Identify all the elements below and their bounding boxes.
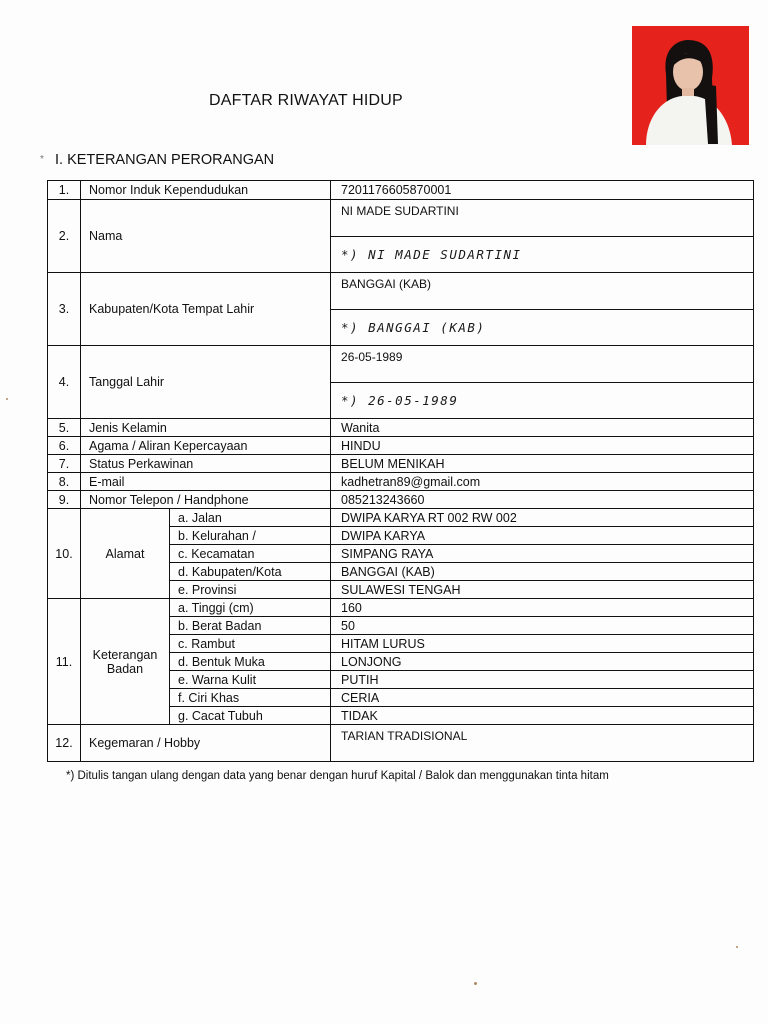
status-value: BELUM MENIKAH bbox=[331, 455, 754, 473]
tgl-value: 26-05-1989 bbox=[331, 346, 754, 383]
row-number: 7. bbox=[48, 455, 81, 473]
row-label: Jenis Kelamin bbox=[81, 419, 331, 437]
row-number: 4. bbox=[48, 346, 81, 419]
portrait-image bbox=[632, 26, 749, 145]
sub-label: a. Tinggi (cm) bbox=[170, 599, 331, 617]
sub-label: c. Rambut bbox=[170, 635, 331, 653]
sub-value: HITAM LURUS bbox=[331, 635, 754, 653]
sub-value: PUTIH bbox=[331, 671, 754, 689]
sub-value: BANGGAI (KAB) bbox=[331, 563, 754, 581]
row-kab bbox=[48, 273, 754, 310]
footnote: *) Ditulis tangan ulang dengan data yang benar dengan huruf Kapital / Balok dan menggunakan tinta hitam bbox=[66, 770, 609, 782]
sub-value: TIDAK bbox=[331, 707, 754, 725]
row-badan-tinggi bbox=[48, 599, 754, 617]
scan-speck bbox=[474, 982, 477, 985]
hobby-value: TARIAN TRADISIONAL bbox=[331, 725, 754, 762]
nama-value: NI MADE SUDARTINI bbox=[331, 200, 754, 237]
row-telp bbox=[48, 491, 754, 509]
agama-value: HINDU bbox=[331, 437, 754, 455]
row-label: Nomor Induk Kependudukan bbox=[81, 181, 331, 200]
biodata-table bbox=[47, 180, 754, 762]
sub-value: LONJONG bbox=[331, 653, 754, 671]
row-agama bbox=[48, 437, 754, 455]
row-label: Status Perkawinan bbox=[81, 455, 331, 473]
section-title: I. KETERANGAN PERORANGAN bbox=[55, 152, 275, 168]
row-number: 10. bbox=[48, 509, 81, 599]
sub-value: 50 bbox=[331, 617, 754, 635]
scan-speck bbox=[6, 398, 8, 400]
row-number: 12. bbox=[48, 725, 81, 762]
row-nik bbox=[48, 181, 754, 200]
row-label: Keterangan Badan bbox=[81, 599, 170, 725]
sub-value: CERIA bbox=[331, 689, 754, 707]
telp-value: 085213243660 bbox=[331, 491, 754, 509]
row-number: 8. bbox=[48, 473, 81, 491]
sub-value: DWIPA KARYA RT 002 RW 002 bbox=[331, 509, 754, 527]
kab-value: BANGGAI (KAB) bbox=[331, 273, 754, 310]
row-label: Tanggal Lahir bbox=[81, 346, 331, 419]
row-nama bbox=[48, 200, 754, 237]
row-hobby bbox=[48, 725, 754, 762]
row-label: Nama bbox=[81, 200, 331, 273]
sub-label: c. Kecamatan bbox=[170, 545, 331, 563]
sub-label: e. Warna Kulit bbox=[170, 671, 331, 689]
row-number: 9. bbox=[48, 491, 81, 509]
scan-mark: * bbox=[40, 154, 44, 165]
row-number: 6. bbox=[48, 437, 81, 455]
sub-value: DWIPA KARYA bbox=[331, 527, 754, 545]
sub-label: b. Kelurahan / bbox=[170, 527, 331, 545]
row-email bbox=[48, 473, 754, 491]
row-jk bbox=[48, 419, 754, 437]
row-label: Kegemaran / Hobby bbox=[81, 725, 331, 762]
document-title: DAFTAR RIWAYAT HIDUP bbox=[209, 92, 403, 109]
row-label: E-mail bbox=[81, 473, 331, 491]
passport-photo bbox=[632, 26, 749, 145]
sub-label: f. Ciri Khas bbox=[170, 689, 331, 707]
row-number: 2. bbox=[48, 200, 81, 273]
row-label: Kabupaten/Kota Tempat Lahir bbox=[81, 273, 331, 346]
row-number: 11. bbox=[48, 599, 81, 725]
row-tgl bbox=[48, 346, 754, 383]
row-label: Alamat bbox=[81, 509, 170, 599]
sub-label: a. Jalan bbox=[170, 509, 331, 527]
tgl-handwritten: *) 26-05-1989 bbox=[331, 383, 754, 419]
row-label: Nomor Telepon / Handphone bbox=[81, 491, 331, 509]
sub-label: d. Kabupaten/Kota bbox=[170, 563, 331, 581]
row-number: 1. bbox=[48, 181, 81, 200]
jk-value: Wanita bbox=[331, 419, 754, 437]
sub-label: d. Bentuk Muka bbox=[170, 653, 331, 671]
kab-handwritten: *) BANGGAI (KAB) bbox=[331, 310, 754, 346]
sub-label: b. Berat Badan bbox=[170, 617, 331, 635]
email-value: kadhetran89@gmail.com bbox=[331, 473, 754, 491]
sub-value: SULAWESI TENGAH bbox=[331, 581, 754, 599]
row-label: Agama / Aliran Kepercayaan bbox=[81, 437, 331, 455]
row-number: 5. bbox=[48, 419, 81, 437]
row-status bbox=[48, 455, 754, 473]
nama-handwritten: *) NI MADE SUDARTINI bbox=[331, 237, 754, 273]
nik-value: 7201176605870001 bbox=[331, 181, 754, 200]
row-alamat-jalan bbox=[48, 509, 754, 527]
sub-label: g. Cacat Tubuh bbox=[170, 707, 331, 725]
row-number: 3. bbox=[48, 273, 81, 346]
sub-label: e. Provinsi bbox=[170, 581, 331, 599]
sub-value: 160 bbox=[331, 599, 754, 617]
scan-speck bbox=[736, 946, 738, 948]
sub-value: SIMPANG RAYA bbox=[331, 545, 754, 563]
